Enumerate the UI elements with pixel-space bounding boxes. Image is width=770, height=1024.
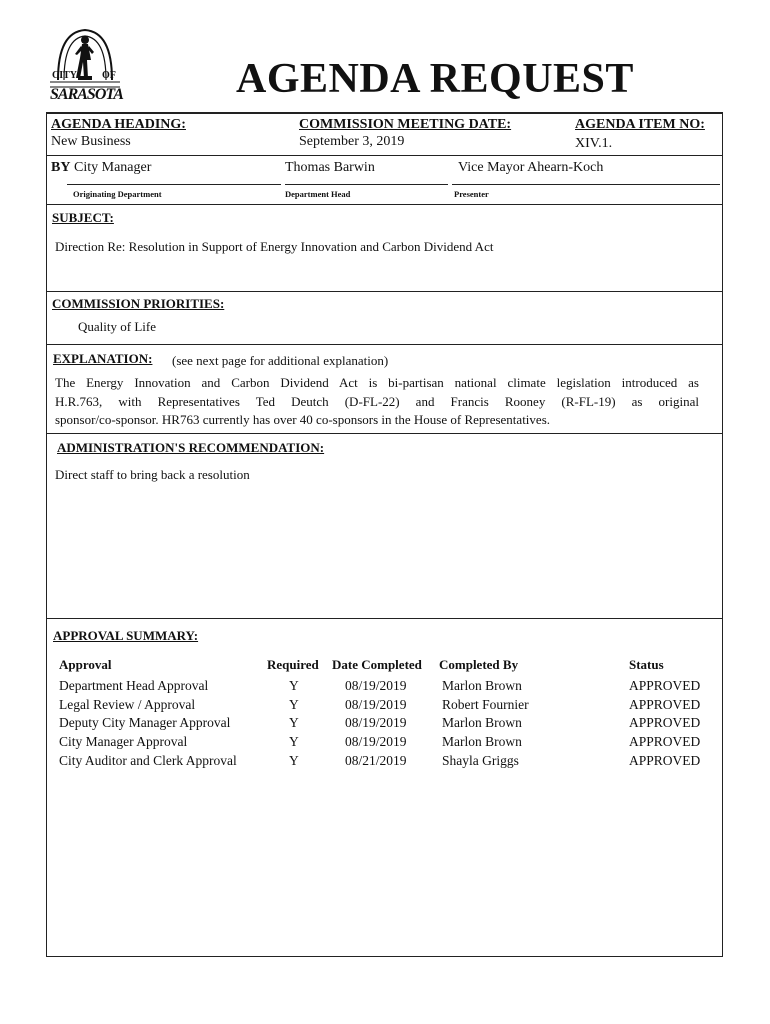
frame-top bbox=[46, 112, 723, 114]
frame-bottom bbox=[46, 956, 723, 957]
row-approval: City Auditor and Clerk Approval bbox=[59, 753, 237, 768]
presenter-label: Presenter bbox=[454, 189, 489, 199]
row-completed-by: Marlon Brown bbox=[442, 715, 522, 730]
explanation-line-3: sponsor/co-sponsor. HR763 currently has over 40 co-sponsors in the House of Representatives. bbox=[55, 412, 550, 427]
col-completed-by: Completed By bbox=[439, 657, 519, 672]
row-required: Y bbox=[289, 715, 299, 730]
logo-of-text: OF bbox=[102, 70, 116, 81]
row-status: APPROVED bbox=[629, 678, 701, 693]
row-status: APPROVED bbox=[629, 753, 701, 768]
agenda-heading-value: New Business bbox=[51, 134, 131, 149]
row-date: 08/19/2019 bbox=[345, 734, 407, 749]
table-row bbox=[59, 697, 719, 716]
col-status: Status bbox=[629, 657, 664, 672]
col-approval: Approval bbox=[59, 657, 112, 672]
agenda-heading-label: AGENDA HEADING: bbox=[51, 117, 186, 132]
department-head-label: Department Head bbox=[285, 189, 351, 199]
table-row bbox=[59, 678, 719, 697]
underline-originating bbox=[67, 184, 281, 185]
frame-right bbox=[722, 112, 723, 957]
row-status: APPROVED bbox=[629, 734, 701, 749]
agenda-item-value: XIV.1. bbox=[575, 136, 613, 151]
row-required: Y bbox=[289, 753, 299, 768]
row-required: Y bbox=[289, 697, 299, 712]
divider bbox=[46, 618, 723, 619]
row-completed-by: Marlon Brown bbox=[442, 734, 522, 749]
approval-table-header bbox=[59, 657, 719, 676]
table-row bbox=[59, 734, 719, 753]
logo-city-text: CITY bbox=[52, 70, 78, 81]
logo-name-text: SARASOTA bbox=[50, 86, 123, 103]
originating-department-label: Originating Department bbox=[73, 189, 162, 199]
row-status: APPROVED bbox=[629, 697, 701, 712]
row-date: 08/19/2019 bbox=[345, 697, 407, 712]
explanation-line-1: The Energy Innovation and Carbon Dividend Act is bi-partisan national climate legislation introduced as bbox=[55, 375, 699, 390]
presenter-value: Vice Mayor Ahearn-Koch bbox=[458, 160, 604, 175]
frame-left bbox=[46, 112, 47, 957]
department-head-value: Thomas Barwin bbox=[285, 160, 375, 175]
underline-presenter bbox=[452, 184, 720, 185]
explanation-note: (see next page for additional explanation) bbox=[172, 353, 389, 368]
divider bbox=[46, 344, 723, 345]
meeting-date-value: September 3, 2019 bbox=[299, 134, 405, 149]
row-approval: Deputy City Manager Approval bbox=[59, 715, 231, 730]
subject-label: SUBJECT: bbox=[52, 210, 114, 225]
divider bbox=[46, 291, 723, 292]
row-required: Y bbox=[289, 678, 299, 693]
row-date: 08/19/2019 bbox=[345, 715, 407, 730]
priorities-label: COMMISSION PRIORITIES: bbox=[52, 296, 225, 311]
divider bbox=[46, 155, 723, 156]
col-required: Required bbox=[267, 657, 319, 672]
page-title: AGENDA REQUEST bbox=[236, 56, 634, 102]
divider bbox=[46, 433, 723, 434]
table-row bbox=[59, 753, 719, 772]
agenda-item-label: AGENDA ITEM NO: bbox=[575, 117, 705, 132]
row-approval: Legal Review / Approval bbox=[59, 697, 196, 712]
col-date-completed: Date Completed bbox=[332, 657, 422, 672]
row-approval: Department Head Approval bbox=[59, 678, 209, 693]
subject-text: Direction Re: Resolution in Support of Energy Innovation and Carbon Dividend Act bbox=[55, 239, 494, 254]
underline-dept-head bbox=[285, 184, 448, 185]
row-required: Y bbox=[289, 734, 299, 749]
explanation-label: EXPLANATION: bbox=[53, 351, 153, 366]
originating-department-value: City Manager bbox=[74, 160, 152, 175]
row-approval: City Manager Approval bbox=[59, 734, 188, 749]
recommendation-text: Direct staff to bring back a resolution bbox=[55, 467, 250, 482]
by-label: BY bbox=[51, 160, 71, 175]
row-status: APPROVED bbox=[629, 715, 701, 730]
divider bbox=[46, 204, 723, 205]
row-completed-by: Shayla Griggs bbox=[442, 753, 519, 768]
explanation-line-2: H.R.763, with Representatives Ted Deutch (D-FL-22) and Francis Rooney (R-FL-19) as original bbox=[55, 394, 699, 409]
row-completed-by: Robert Fournier bbox=[442, 697, 529, 712]
table-row bbox=[59, 715, 719, 734]
row-date: 08/21/2019 bbox=[345, 753, 407, 768]
recommendation-label: ADMINISTRATION'S RECOMMENDATION: bbox=[57, 440, 325, 455]
row-completed-by: Marlon Brown bbox=[442, 678, 522, 693]
meeting-date-label: COMMISSION MEETING DATE: bbox=[299, 117, 512, 132]
row-date: 08/19/2019 bbox=[345, 678, 407, 693]
priorities-text: Quality of Life bbox=[78, 319, 156, 334]
approval-summary-label: APPROVAL SUMMARY: bbox=[53, 628, 199, 643]
city-seal-logo bbox=[48, 24, 123, 106]
